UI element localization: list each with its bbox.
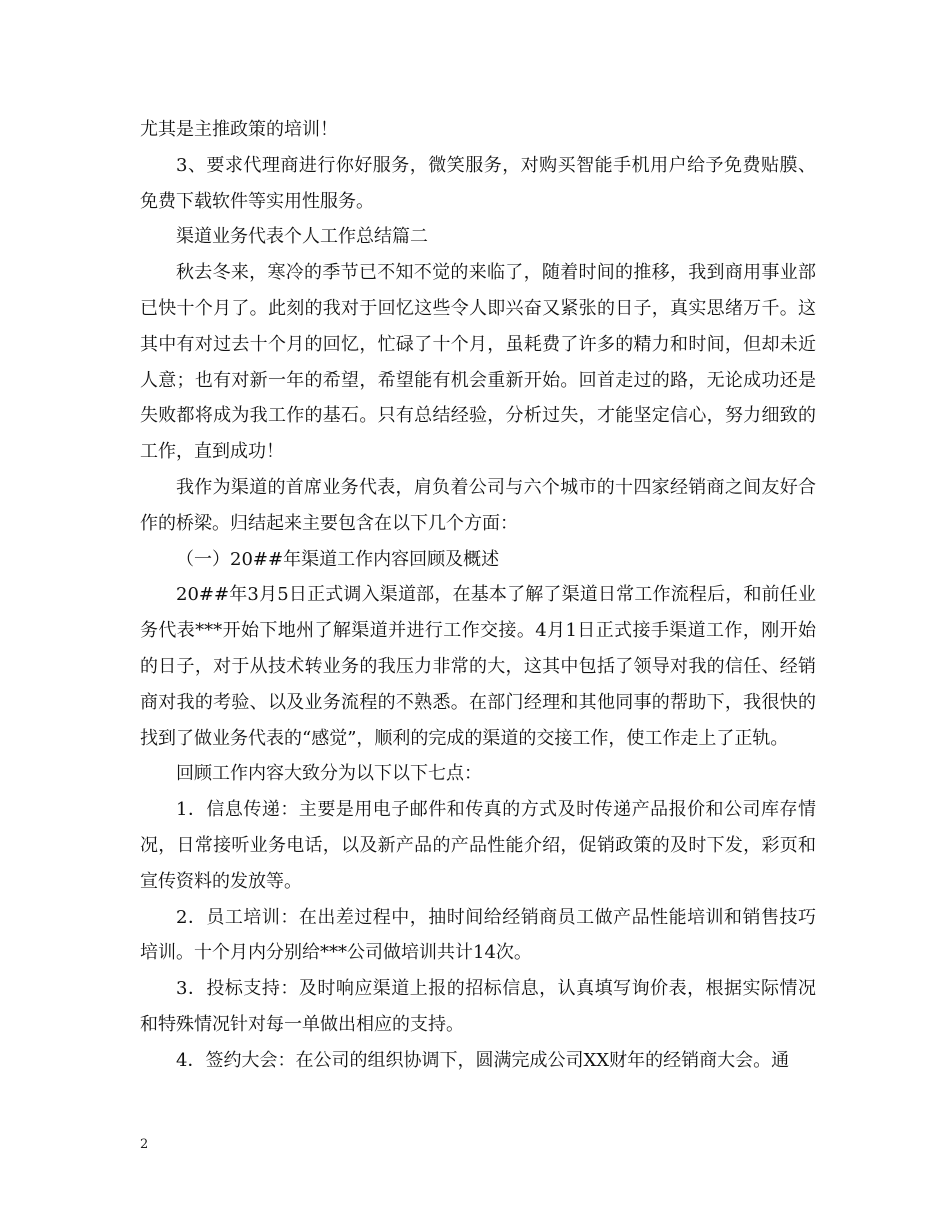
list-item: 2．员工培训：在出差过程中，抽时间给经销商员工做产品性能培训和销售技巧培训。十个月内分别给***公司做培训共计14次。 <box>140 906 816 964</box>
paragraph: 3、要求代理商进行你好服务，微笑服务，对购买智能手机用户给予免费贴膜、免费下载软件等实用性服务。 <box>140 154 816 212</box>
list-item: 1．信息传递：主要是用电子邮件和传真的方式及时传递产品报价和公司库存情况，日常接听业务电话，以及新产品的产品性能介绍，促销政策的及时下发，彩页和宣传资料的发放等。 <box>140 799 816 892</box>
section-heading: 渠道业务代表个人工作总结篇二 <box>176 226 428 248</box>
subsection-heading: （一）20##年渠道工作内容回顾及概述 <box>176 548 500 570</box>
paragraph: 20##年3月5日正式调入渠道部，在基本了解了渠道日常工作流程后，和前任业务代表***开始下地州了解渠道并进行工作交接。4月1日正式接手渠道工作，刚开始的日子，对于从技术转业务的我压力非常的大，这其中包括了领导对我的信任、经销商对我的考验、以及业务流程的不熟悉。在部门经理和其他同事的帮助下，我很快的找到了做业务代表的“感觉”，顺利的完成的渠道的交接工作，使工作走上了正轨。 <box>140 584 816 749</box>
paragraph: 秋去冬来，寒冷的季节已不知不觉的来临了，随着时间的推移，我到商用事业部已快十个月了。此刻的我对于回忆这些令人即兴奋又紧张的日子，真实思绪万千。这其中有对过去十个月的回忆，忙碌了十个月，虽耗费了许多的精力和时间，但却未近人意；也有对新一年的希望，希望能有机会重新开始。回首走过的路，无论成功还是失败都将成为我工作的基石。只有总结经验，分析过失，才能坚定信心，努力细致的工作，直到成功！ <box>140 262 816 463</box>
paragraph: 尤其是主推政策的培训！ <box>140 119 338 140</box>
paragraph: 我作为渠道的首席业务代表，肩负着公司与六个城市的十四家经销商之间友好合作的桥梁。归结起来主要包含在以下几个方面： <box>140 476 816 534</box>
paragraph: 回顾工作内容大致分为以下以下七点： <box>176 763 482 785</box>
list-item: 3．投标支持：及时响应渠道上报的招标信息，认真填写询价表，根据实际情况和特殊情况针对每一单做出相应的支持。 <box>140 978 816 1035</box>
document-body <box>140 112 816 1079</box>
page-number: 2 <box>140 1137 149 1152</box>
list-item: 4．签约大会：在公司的组织协调下，圆满完成公司XX财年的经销商大会。通 <box>176 1049 790 1071</box>
